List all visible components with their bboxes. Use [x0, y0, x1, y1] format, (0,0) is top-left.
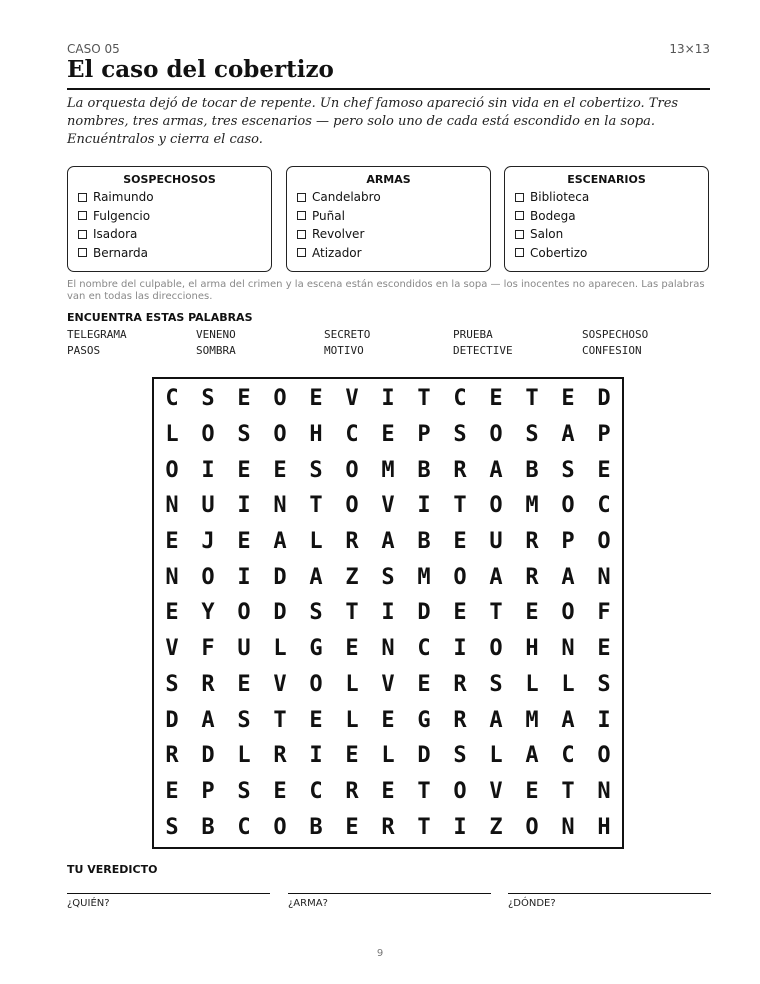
grid-cell[interactable]: E	[597, 457, 611, 483]
place-label: Cobertizo	[530, 245, 588, 260]
weapon-label: Atizador	[312, 245, 362, 260]
grid-cell[interactable]: N	[165, 493, 179, 519]
place-label: Bodega	[530, 208, 576, 223]
grid-cell[interactable]: O	[489, 636, 503, 662]
weapon-item[interactable]	[297, 207, 490, 226]
suspects-panel-title: SOSPECHOSOS	[123, 173, 216, 186]
suspect-item[interactable]	[78, 188, 271, 207]
weapon-item[interactable]	[297, 244, 490, 263]
grid-cell[interactable]: D	[417, 600, 431, 626]
grid-cell[interactable]: N	[597, 564, 611, 590]
word-item: CONFESION	[582, 344, 642, 357]
grid-cell[interactable]: A	[489, 707, 503, 733]
grid-cell[interactable]: E	[237, 386, 251, 412]
grid-cell[interactable]: Y	[201, 600, 215, 626]
grid-cell[interactable]: A	[489, 564, 503, 590]
place-item[interactable]	[515, 207, 708, 226]
page-title: El caso del cobertizo	[67, 56, 334, 83]
grid-cell[interactable]: S	[489, 671, 503, 697]
verdict-weapon-field[interactable]	[288, 893, 491, 909]
weapon-item[interactable]	[297, 188, 490, 207]
grid-cell[interactable]: I	[453, 814, 467, 840]
checkbox[interactable]	[297, 248, 306, 257]
grid-cell[interactable]: S	[237, 422, 251, 448]
grid-cell[interactable]: V	[381, 493, 395, 519]
grid-cell[interactable]: J	[201, 529, 215, 555]
place-label: Salon	[530, 227, 564, 242]
verdict-where-label: ¿DÓNDE?	[508, 898, 556, 909]
grid-cell[interactable]: E	[237, 529, 251, 555]
grid-cell[interactable]: O	[309, 671, 323, 697]
grid-cell[interactable]: H	[309, 422, 323, 448]
word-item: MOTIVO	[324, 344, 364, 357]
grid-cell[interactable]: G	[417, 707, 431, 733]
grid-cell[interactable]: T	[453, 493, 467, 519]
grid-cell[interactable]: S	[561, 457, 575, 483]
grid-cell[interactable]: O	[453, 778, 467, 804]
grid-cell[interactable]: E	[525, 778, 539, 804]
grid-cell[interactable]: U	[489, 529, 503, 555]
grid-cell[interactable]: E	[561, 386, 575, 412]
places-list	[505, 188, 708, 262]
grid-cell[interactable]: L	[309, 529, 323, 555]
suspect-label: Raimundo	[93, 190, 154, 205]
grid-cell[interactable]: E	[165, 600, 179, 626]
verdict-where-field[interactable]	[508, 893, 711, 909]
grid-cell[interactable]: B	[309, 814, 323, 840]
grid-cell[interactable]: E	[309, 707, 323, 733]
weapons-panel	[286, 166, 491, 272]
word-item: DETECTIVE	[453, 344, 513, 357]
word-search-grid[interactable]	[152, 377, 624, 849]
grid-cell[interactable]: M	[381, 457, 395, 483]
weapons-list	[287, 188, 490, 262]
grid-cell[interactable]: S	[525, 422, 539, 448]
grid-cell[interactable]: M	[417, 564, 431, 590]
grid-cell[interactable]: I	[201, 457, 215, 483]
grid-cell[interactable]: E	[381, 422, 395, 448]
word-item: SOSPECHOSO	[582, 328, 649, 341]
grid-cell[interactable]: C	[345, 422, 359, 448]
grid-cell[interactable]: V	[345, 386, 359, 412]
grid-cell[interactable]: E	[237, 671, 251, 697]
grid-cell[interactable]: M	[525, 707, 539, 733]
word-item: TELEGRAMA	[67, 328, 127, 341]
grid-cell[interactable]: E	[417, 671, 431, 697]
grid-cell[interactable]: S	[381, 564, 395, 590]
word-item: SOMBRA	[196, 344, 236, 357]
grid-cell[interactable]: S	[453, 422, 467, 448]
grid-cell[interactable]: T	[273, 707, 287, 733]
grid-cell[interactable]: C	[165, 386, 179, 412]
checkbox[interactable]	[515, 211, 524, 220]
case-label: CASO 05	[67, 42, 120, 56]
grid-cell[interactable]: B	[201, 814, 215, 840]
grid-cell[interactable]: E	[273, 778, 287, 804]
word-list-title: ENCUENTRA ESTAS PALABRAS	[67, 311, 253, 324]
grid-cell[interactable]: E	[525, 600, 539, 626]
grid-cell[interactable]: O	[561, 600, 575, 626]
grid-cell[interactable]: B	[417, 457, 431, 483]
suspects-panel	[67, 166, 272, 272]
grid-cell[interactable]: S	[309, 457, 323, 483]
grid-cell[interactable]: O	[345, 493, 359, 519]
grid-cell[interactable]: N	[561, 814, 575, 840]
grid-cell[interactable]: B	[417, 529, 431, 555]
grid-cell[interactable]: Z	[489, 814, 503, 840]
grid-cell[interactable]: L	[561, 671, 575, 697]
grid-cell[interactable]: N	[381, 636, 395, 662]
page-number: 9	[376, 948, 384, 959]
checkbox[interactable]	[515, 248, 524, 257]
checkbox[interactable]	[78, 211, 87, 220]
grid-cell[interactable]: O	[453, 564, 467, 590]
grid-cell[interactable]: I	[237, 493, 251, 519]
grid-cell[interactable]: T	[417, 814, 431, 840]
grid-cell[interactable]: E	[345, 636, 359, 662]
grid-cell[interactable]: S	[165, 814, 179, 840]
grid-cell[interactable]: O	[597, 743, 611, 769]
place-item[interactable]	[515, 188, 708, 207]
grid-cell[interactable]: F	[201, 636, 215, 662]
grid-cell[interactable]: A	[489, 457, 503, 483]
grid-cell[interactable]: U	[201, 493, 215, 519]
places-panel-title: ESCENARIOS	[567, 173, 646, 186]
grid-cell[interactable]: C	[417, 636, 431, 662]
checkbox[interactable]	[297, 193, 306, 202]
verdict-weapon-label: ¿ARMA?	[288, 898, 328, 909]
grid-cell[interactable]: V	[381, 671, 395, 697]
grid-cell[interactable]: A	[561, 422, 575, 448]
grid-cell[interactable]: A	[525, 743, 539, 769]
weapons-panel-title: ARMAS	[366, 173, 411, 186]
grid-cell[interactable]: L	[489, 743, 503, 769]
grid-cell[interactable]: V	[165, 636, 179, 662]
grid-cell[interactable]: I	[381, 386, 395, 412]
grid-cell[interactable]: S	[201, 386, 215, 412]
grid-cell[interactable]: E	[489, 386, 503, 412]
grid-cell[interactable]: A	[201, 707, 215, 733]
grid-cell[interactable]: E	[309, 386, 323, 412]
grid-cell[interactable]: O	[525, 814, 539, 840]
weapon-label: Puñal	[312, 208, 345, 223]
grid-cell[interactable]: O	[345, 457, 359, 483]
grid-cell[interactable]: E	[597, 636, 611, 662]
grid-cell[interactable]: D	[201, 743, 215, 769]
checkbox[interactable]	[515, 230, 524, 239]
grid-cell[interactable]: R	[345, 778, 359, 804]
rules-note: El nombre del culpable, el arma del crimen y la escena están escondidos en la sopa — los inocentes no aparecen. Las palabras van en todas las direcciones.	[67, 279, 705, 302]
grid-cell[interactable]: A	[309, 564, 323, 590]
grid-cell[interactable]: E	[237, 457, 251, 483]
grid-cell[interactable]: H	[597, 814, 611, 840]
grid-cell[interactable]: D	[165, 707, 179, 733]
grid-cell[interactable]: T	[345, 600, 359, 626]
grid-cell[interactable]: M	[525, 493, 539, 519]
grid-cell[interactable]: I	[381, 600, 395, 626]
grid-cell[interactable]: R	[453, 457, 467, 483]
grid-cell[interactable]: T	[561, 778, 575, 804]
grid-cell[interactable]: O	[237, 600, 251, 626]
checkbox[interactable]	[297, 230, 306, 239]
grid-cell[interactable]: G	[309, 636, 323, 662]
grid-cell[interactable]: R	[201, 671, 215, 697]
grid-cell[interactable]: N	[597, 778, 611, 804]
grid-cell[interactable]: R	[525, 529, 539, 555]
grid-cell[interactable]: A	[273, 529, 287, 555]
grid-size-label: 13×13	[669, 42, 710, 56]
grid-cell[interactable]: O	[561, 493, 575, 519]
grid-cell[interactable]: E	[165, 529, 179, 555]
grid-cell[interactable]: N	[165, 564, 179, 590]
grid-cell[interactable]: L	[273, 636, 287, 662]
grid-cell[interactable]: I	[597, 707, 611, 733]
suspect-label: Bernarda	[93, 245, 148, 260]
grid-cell[interactable]: S	[453, 743, 467, 769]
grid-cell[interactable]: O	[489, 493, 503, 519]
grid-cell[interactable]: R	[345, 529, 359, 555]
weapon-item[interactable]	[297, 225, 490, 244]
grid-cell[interactable]: O	[273, 422, 287, 448]
intro-text: La orquesta dejó de tocar de repente. Un chef famoso apareció sin vida en el cobertizo. Tres nombres, tres armas, tres escenarios — pero solo uno de cada está escondido en la sopa. Encuéntralos y cierra el caso.	[67, 96, 679, 147]
grid-cell[interactable]: C	[453, 386, 467, 412]
place-item[interactable]	[515, 225, 708, 244]
suspect-label: Isadora	[93, 227, 138, 242]
verdict-who-label: ¿QUIÉN?	[67, 898, 110, 909]
places-panel	[504, 166, 709, 272]
grid-cell[interactable]: C	[309, 778, 323, 804]
grid-cell[interactable]: T	[417, 778, 431, 804]
grid-cell[interactable]: O	[273, 386, 287, 412]
title-divider	[67, 88, 710, 90]
word-item: SECRETO	[324, 328, 371, 341]
grid-cell[interactable]: E	[345, 743, 359, 769]
grid-cell[interactable]: S	[237, 778, 251, 804]
grid-cell[interactable]: B	[525, 457, 539, 483]
grid-cell[interactable]: S	[309, 600, 323, 626]
grid-cell[interactable]: L	[345, 671, 359, 697]
grid-cell[interactable]: T	[489, 600, 503, 626]
grid-cell[interactable]: A	[381, 529, 395, 555]
verdict-title: TU VEREDICTO	[67, 863, 158, 876]
grid-cell[interactable]: O	[165, 457, 179, 483]
checkbox[interactable]	[297, 211, 306, 220]
grid-cell[interactable]: T	[417, 386, 431, 412]
suspect-item[interactable]	[78, 244, 271, 263]
grid-cell[interactable]: E	[381, 778, 395, 804]
grid-cell[interactable]: L	[525, 671, 539, 697]
suspect-item[interactable]	[78, 207, 271, 226]
grid-cell[interactable]: V	[273, 671, 287, 697]
grid-cell[interactable]: R	[165, 743, 179, 769]
suspects-list	[68, 188, 271, 262]
grid-cell[interactable]: R	[273, 743, 287, 769]
word-item: PRUEBA	[453, 328, 493, 341]
grid-cell[interactable]: R	[525, 564, 539, 590]
checkbox[interactable]	[78, 230, 87, 239]
grid-cell[interactable]: L	[381, 743, 395, 769]
grid-cell[interactable]: F	[597, 600, 611, 626]
grid-cell[interactable]: V	[489, 778, 503, 804]
verdict-who-field[interactable]	[67, 893, 270, 909]
grid-cell[interactable]: D	[273, 564, 287, 590]
grid-cell[interactable]: L	[237, 743, 251, 769]
weapon-label: Candelabro	[312, 190, 381, 205]
grid-cell[interactable]: O	[489, 422, 503, 448]
grid-cell[interactable]: I	[417, 493, 431, 519]
grid-cell[interactable]: N	[561, 636, 575, 662]
weapon-label: Revolver	[312, 227, 365, 242]
grid-cell[interactable]: R	[453, 707, 467, 733]
grid-cell[interactable]: O	[273, 814, 287, 840]
grid-cell[interactable]: S	[597, 671, 611, 697]
grid-cell[interactable]: D	[273, 600, 287, 626]
grid-cell[interactable]: E	[345, 814, 359, 840]
grid-cell[interactable]: N	[273, 493, 287, 519]
grid-cell[interactable]: I	[237, 564, 251, 590]
grid-cell[interactable]: S	[165, 671, 179, 697]
grid-cell[interactable]: R	[453, 671, 467, 697]
grid-cell[interactable]: E	[453, 529, 467, 555]
grid-cell[interactable]: E	[165, 778, 179, 804]
grid-cell[interactable]: E	[381, 707, 395, 733]
grid-cell[interactable]: L	[345, 707, 359, 733]
grid-cell[interactable]: R	[381, 814, 395, 840]
place-item[interactable]	[515, 244, 708, 263]
grid-cell[interactable]: C	[561, 743, 575, 769]
grid-cell[interactable]: O	[201, 422, 215, 448]
grid-cell[interactable]: S	[237, 707, 251, 733]
grid-cell[interactable]: C	[237, 814, 251, 840]
word-item: VENENO	[196, 328, 236, 341]
grid-cell[interactable]: T	[309, 493, 323, 519]
checkbox[interactable]	[78, 193, 87, 202]
grid-cell[interactable]: C	[597, 493, 611, 519]
grid-cell[interactable]: Z	[345, 564, 359, 590]
word-item: PASOS	[67, 344, 101, 357]
grid-cell[interactable]: O	[597, 529, 611, 555]
grid-cell[interactable]: P	[201, 778, 215, 804]
grid-cell[interactable]: D	[417, 743, 431, 769]
grid-cell[interactable]: I	[309, 743, 323, 769]
grid-cell[interactable]: P	[417, 422, 431, 448]
grid-cell[interactable]: E	[453, 600, 467, 626]
grid-cell[interactable]: D	[597, 386, 611, 412]
checkbox[interactable]	[78, 248, 87, 257]
grid-cell[interactable]: L	[165, 422, 179, 448]
grid-cell[interactable]: U	[237, 636, 251, 662]
place-label: Biblioteca	[530, 190, 590, 205]
grid-cell[interactable]: E	[273, 457, 287, 483]
grid-cell[interactable]: O	[201, 564, 215, 590]
suspect-item[interactable]	[78, 225, 271, 244]
grid-cell[interactable]: P	[597, 422, 611, 448]
grid-cell[interactable]: I	[453, 636, 467, 662]
grid-cell[interactable]: T	[525, 386, 539, 412]
checkbox[interactable]	[515, 193, 524, 202]
suspect-label: Fulgencio	[93, 208, 151, 223]
grid-cell[interactable]: P	[561, 529, 575, 555]
grid-cell[interactable]: A	[561, 564, 575, 590]
grid-cell[interactable]: H	[525, 636, 539, 662]
grid-cell[interactable]: A	[561, 707, 575, 733]
